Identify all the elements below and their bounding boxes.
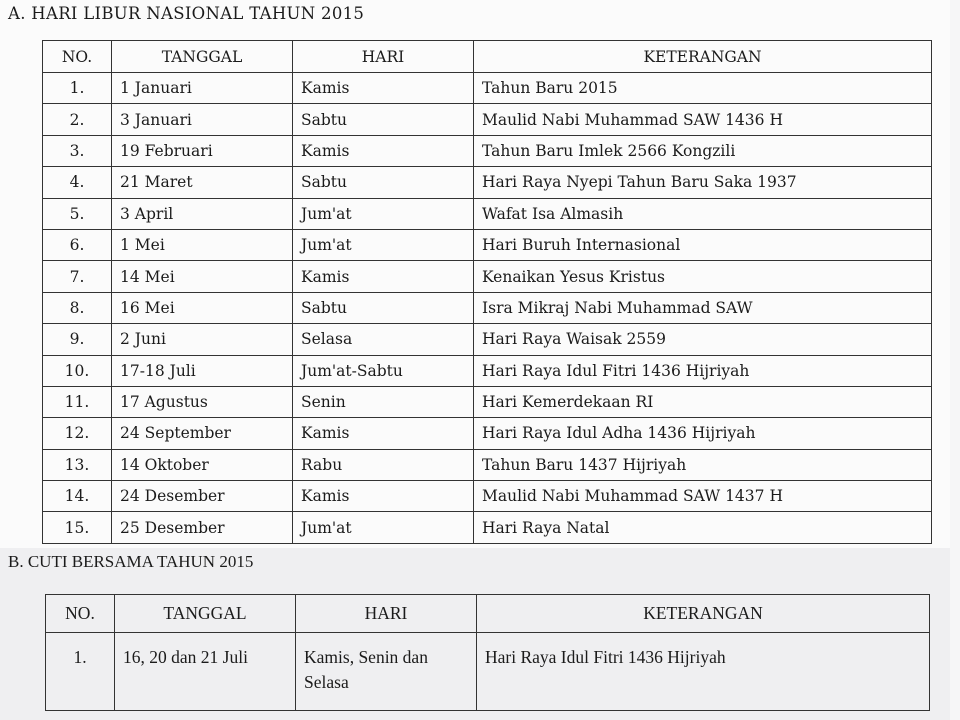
table-row bbox=[43, 229, 932, 260]
section-b-title: B. CUTI BERSAMA TAHUN 2015 bbox=[8, 552, 254, 571]
table-row bbox=[43, 355, 932, 386]
cell-tanggal: 3 April bbox=[112, 198, 293, 229]
cell-hari: Rabu bbox=[293, 449, 474, 480]
header-hari: HARI bbox=[296, 595, 477, 633]
header-hari: HARI bbox=[293, 41, 474, 73]
header-tanggal: TANGGAL bbox=[112, 41, 293, 73]
cell-tanggal: 21 Maret bbox=[112, 167, 293, 198]
cell-no: 8. bbox=[43, 292, 112, 323]
table-row bbox=[43, 261, 932, 292]
cell-tanggal: 17-18 Juli bbox=[112, 355, 293, 386]
cell-keterangan: Maulid Nabi Muhammad SAW 1437 H bbox=[474, 481, 932, 512]
table-row bbox=[43, 135, 932, 166]
cell-keterangan: Tahun Baru 1437 Hijriyah bbox=[474, 449, 932, 480]
cell-tanggal: 16, 20 dan 21 Juli bbox=[115, 633, 296, 711]
cell-keterangan: Kenaikan Yesus Kristus bbox=[474, 261, 932, 292]
cell-keterangan: Tahun Baru 2015 bbox=[474, 73, 932, 104]
cell-tanggal: 19 Februari bbox=[112, 135, 293, 166]
table-row bbox=[43, 167, 932, 198]
table-row bbox=[43, 73, 932, 104]
cell-hari: Sabtu bbox=[293, 167, 474, 198]
cell-tanggal: 14 Oktober bbox=[112, 449, 293, 480]
cell-keterangan: Hari Raya Idul Fitri 1436 Hijriyah bbox=[474, 355, 932, 386]
cell-hari: Kamis bbox=[293, 73, 474, 104]
table-header-row bbox=[46, 595, 930, 633]
cell-no: 4. bbox=[43, 167, 112, 198]
cell-no: 13. bbox=[43, 449, 112, 480]
cell-no: 2. bbox=[43, 104, 112, 135]
cell-no: 10. bbox=[43, 355, 112, 386]
cell-keterangan: Hari Raya Idul Adha 1436 Hijriyah bbox=[474, 418, 932, 449]
cell-tanggal: 1 Januari bbox=[112, 73, 293, 104]
cell-hari: Jum'at-Sabtu bbox=[293, 355, 474, 386]
cell-no: 1. bbox=[43, 73, 112, 104]
cell-hari: Sabtu bbox=[293, 104, 474, 135]
cell-tanggal: 16 Mei bbox=[112, 292, 293, 323]
section-a-title: A. HARI LIBUR NASIONAL TAHUN 2015 bbox=[8, 4, 365, 23]
cell-keterangan: Maulid Nabi Muhammad SAW 1436 H bbox=[474, 104, 932, 135]
table-row bbox=[43, 104, 932, 135]
table-header-row bbox=[43, 41, 932, 73]
cell-no: 9. bbox=[43, 324, 112, 355]
cell-keterangan: Tahun Baru Imlek 2566 Kongzili bbox=[474, 135, 932, 166]
cell-hari: Selasa bbox=[293, 324, 474, 355]
table-row bbox=[43, 292, 932, 323]
cell-hari: Jum'at bbox=[293, 198, 474, 229]
cell-no: 15. bbox=[43, 512, 112, 543]
cell-hari: Senin bbox=[293, 386, 474, 417]
cell-tanggal: 17 Agustus bbox=[112, 386, 293, 417]
cell-hari: Kamis bbox=[293, 418, 474, 449]
cell-tanggal: 24 Desember bbox=[112, 481, 293, 512]
cell-tanggal: 2 Juni bbox=[112, 324, 293, 355]
cell-hari: Kamis bbox=[293, 261, 474, 292]
cell-no: 1. bbox=[46, 633, 115, 711]
cell-keterangan: Isra Mikraj Nabi Muhammad SAW bbox=[474, 292, 932, 323]
cell-tanggal: 3 Januari bbox=[112, 104, 293, 135]
header-keterangan: KETERANGAN bbox=[477, 595, 930, 633]
cell-tanggal: 14 Mei bbox=[112, 261, 293, 292]
cell-hari: Sabtu bbox=[293, 292, 474, 323]
table-row bbox=[43, 418, 932, 449]
cell-hari: Jum'at bbox=[293, 512, 474, 543]
header-keterangan: KETERANGAN bbox=[474, 41, 932, 73]
cell-keterangan: Hari Buruh Internasional bbox=[474, 229, 932, 260]
table-row bbox=[43, 198, 932, 229]
cell-no: 14. bbox=[43, 481, 112, 512]
cell-keterangan: Hari Raya Nyepi Tahun Baru Saka 1937 bbox=[474, 167, 932, 198]
table-row bbox=[43, 512, 932, 543]
cell-keterangan: Hari Raya Natal bbox=[474, 512, 932, 543]
cell-keterangan: Hari Raya Idul Fitri 1436 Hijriyah bbox=[477, 633, 930, 711]
cell-tanggal: 1 Mei bbox=[112, 229, 293, 260]
header-no: NO. bbox=[46, 595, 115, 633]
cell-hari: Kamis bbox=[293, 135, 474, 166]
header-tanggal: TANGGAL bbox=[115, 595, 296, 633]
table-row bbox=[43, 324, 932, 355]
cell-keterangan: Wafat Isa Almasih bbox=[474, 198, 932, 229]
cell-keterangan: Hari Raya Waisak 2559 bbox=[474, 324, 932, 355]
cell-no: 11. bbox=[43, 386, 112, 417]
national-holidays-table bbox=[42, 40, 932, 544]
cell-no: 5. bbox=[43, 198, 112, 229]
cell-no: 7. bbox=[43, 261, 112, 292]
cell-hari: Jum'at bbox=[293, 229, 474, 260]
collective-leave-table bbox=[45, 594, 930, 711]
cell-no: 6. bbox=[43, 229, 112, 260]
cell-hari: Kamis, Senin dan Selasa bbox=[296, 633, 477, 711]
header-no: NO. bbox=[43, 41, 112, 73]
cell-keterangan: Hari Kemerdekaan RI bbox=[474, 386, 932, 417]
cell-hari: Kamis bbox=[293, 481, 474, 512]
table-row bbox=[46, 633, 930, 711]
cell-tanggal: 24 September bbox=[112, 418, 293, 449]
cell-no: 12. bbox=[43, 418, 112, 449]
cell-tanggal: 25 Desember bbox=[112, 512, 293, 543]
table-row bbox=[43, 481, 932, 512]
cell-no: 3. bbox=[43, 135, 112, 166]
table-row bbox=[43, 449, 932, 480]
table-row bbox=[43, 386, 932, 417]
